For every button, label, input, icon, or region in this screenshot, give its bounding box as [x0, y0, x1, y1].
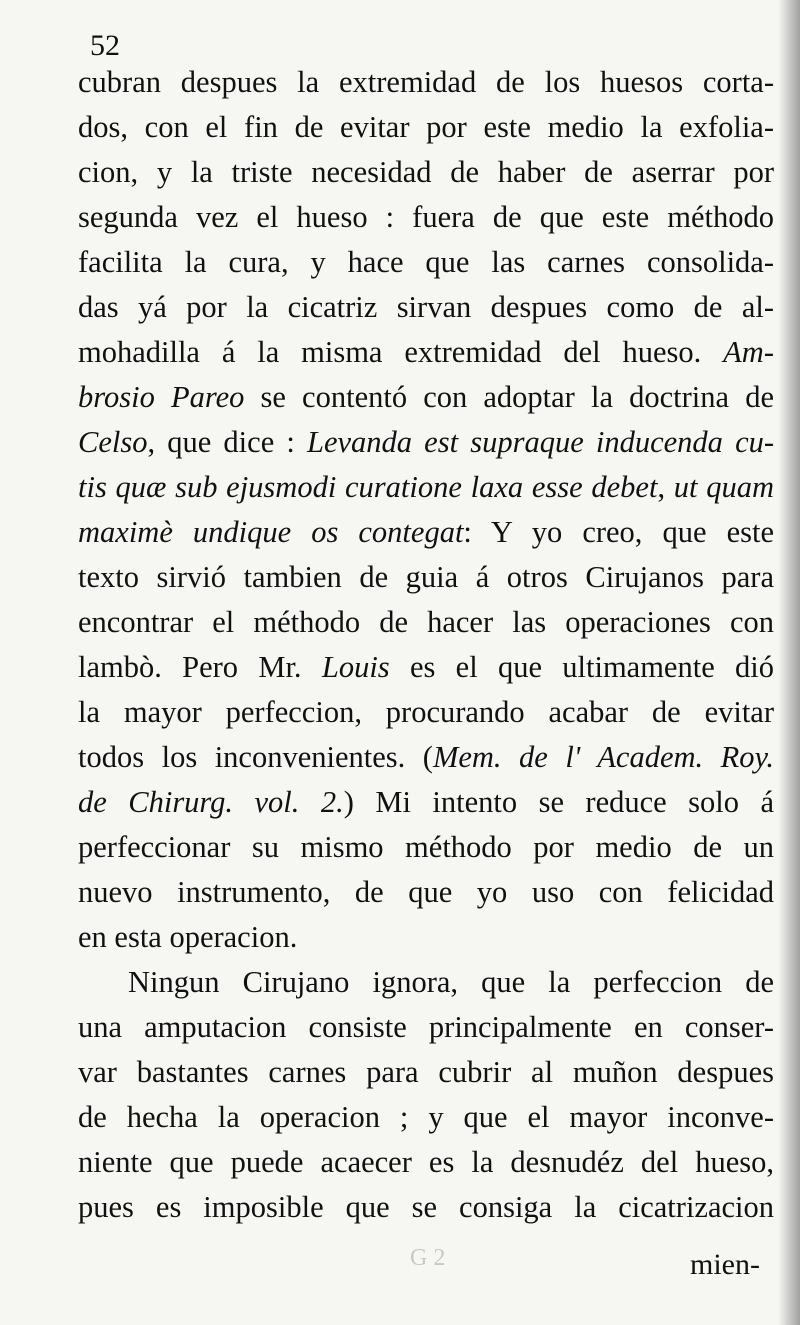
signature-mark: G 2 — [410, 1245, 446, 1271]
text-line — [78, 600, 774, 645]
text-segment: , — [657, 470, 674, 504]
text-segment: pues es imposible que se consiga la cicatrizacion — [78, 1190, 774, 1224]
italic-text-segment: de Chirurg. vol. 2. — [78, 785, 344, 819]
text-line — [78, 690, 774, 735]
text-line — [78, 105, 774, 150]
text-line — [78, 1140, 774, 1185]
text-segment: la mayor perfeccion, procurando acabar de evitar — [78, 695, 774, 729]
text-line — [78, 510, 774, 555]
text-segment: cion, y la triste necesidad de haber de aserrar por — [78, 155, 774, 189]
text-segment: texto sirvió tambien de guia á otros Cirujanos para — [78, 560, 774, 594]
text-segment: de hecha la operacion ; y que el mayor inconve- — [78, 1100, 774, 1134]
italic-text-segment: maximè undique os contegat — [78, 515, 464, 549]
text-segment: mohadilla á la misma extremidad del hueso. — [78, 335, 724, 369]
italic-text-segment: Louis — [321, 650, 390, 684]
text-segment: : Y yo creo, que este — [463, 515, 774, 549]
text-segment: cubran despues la extremidad de los huesos corta- — [78, 65, 774, 99]
body-text — [78, 60, 774, 1230]
text-line — [78, 1095, 774, 1140]
text-segment: var bastantes carnes para cubrir al muñon despues — [78, 1055, 774, 1089]
text-line — [78, 870, 774, 915]
italic-text-segment: brosio Pareo — [78, 380, 245, 414]
italic-text-segment: Celso — [78, 425, 148, 459]
text-segment: encontrar el méthodo de hacer las operaciones con — [78, 605, 774, 639]
text-segment: segunda vez el hueso : fuera de que este méthodo — [78, 200, 774, 234]
text-line — [78, 825, 774, 870]
italic-text-segment: tis quæ sub ejusmodi curatione laxa esse debet — [78, 470, 658, 504]
text-line — [78, 420, 774, 465]
text-line — [78, 780, 774, 825]
text-line — [78, 1050, 774, 1095]
text-segment: nuevo instrumento, de que yo uso con felicidad — [78, 875, 774, 909]
text-segment: lambò. Pero Mr. — [78, 650, 322, 684]
italic-text-segment: Mem. de l' Academ. Roy. — [432, 740, 775, 774]
text-line — [78, 915, 774, 960]
text-segment: perfeccionar su mismo méthodo por medio de un — [78, 830, 774, 864]
text-line — [78, 150, 774, 195]
text-segment: todos los inconvenientes. ( — [78, 740, 433, 774]
text-segment: Ningun Cirujano ignora, que la perfeccion de — [128, 965, 774, 999]
text-segment: , que dice : — [147, 425, 307, 459]
text-segment: es el que ultimamente dió — [389, 650, 774, 684]
italic-text-segment: Levanda est supraque inducenda cu- — [307, 425, 775, 459]
catchword: mien- — [690, 1248, 760, 1281]
text-segment: dos, con el fin de evitar por este medio la exfolia- — [78, 110, 774, 144]
page-edge-shadow — [778, 0, 800, 1325]
italic-text-segment: ut quam — [673, 470, 774, 504]
page-number: 52 — [90, 29, 120, 62]
text-line — [78, 330, 774, 375]
text-line — [78, 1185, 774, 1230]
text-line — [78, 240, 774, 285]
text-segment: das yá por la cicatriz sirvan despues como de al- — [78, 290, 774, 324]
text-line — [78, 960, 774, 1005]
text-segment: niente que puede acaecer es la desnudéz del hueso, — [78, 1145, 774, 1179]
text-segment: se contentó con adoptar la doctrina de — [244, 380, 774, 414]
text-line — [78, 1005, 774, 1050]
text-line — [78, 555, 774, 600]
text-line — [78, 60, 774, 105]
italic-text-segment: Am- — [723, 335, 774, 369]
text-segment: facilita la cura, y hace que las carnes consolida- — [78, 245, 774, 279]
text-line — [78, 735, 774, 780]
text-segment: en esta operacion. — [78, 920, 298, 954]
text-line — [78, 375, 774, 420]
text-line — [78, 645, 774, 690]
text-line — [78, 195, 774, 240]
text-line — [78, 285, 774, 330]
text-line — [78, 465, 774, 510]
text-segment: una amputacion consiste principalmente en conser- — [78, 1010, 774, 1044]
text-segment: ) Mi intento se reduce solo á — [343, 785, 774, 819]
